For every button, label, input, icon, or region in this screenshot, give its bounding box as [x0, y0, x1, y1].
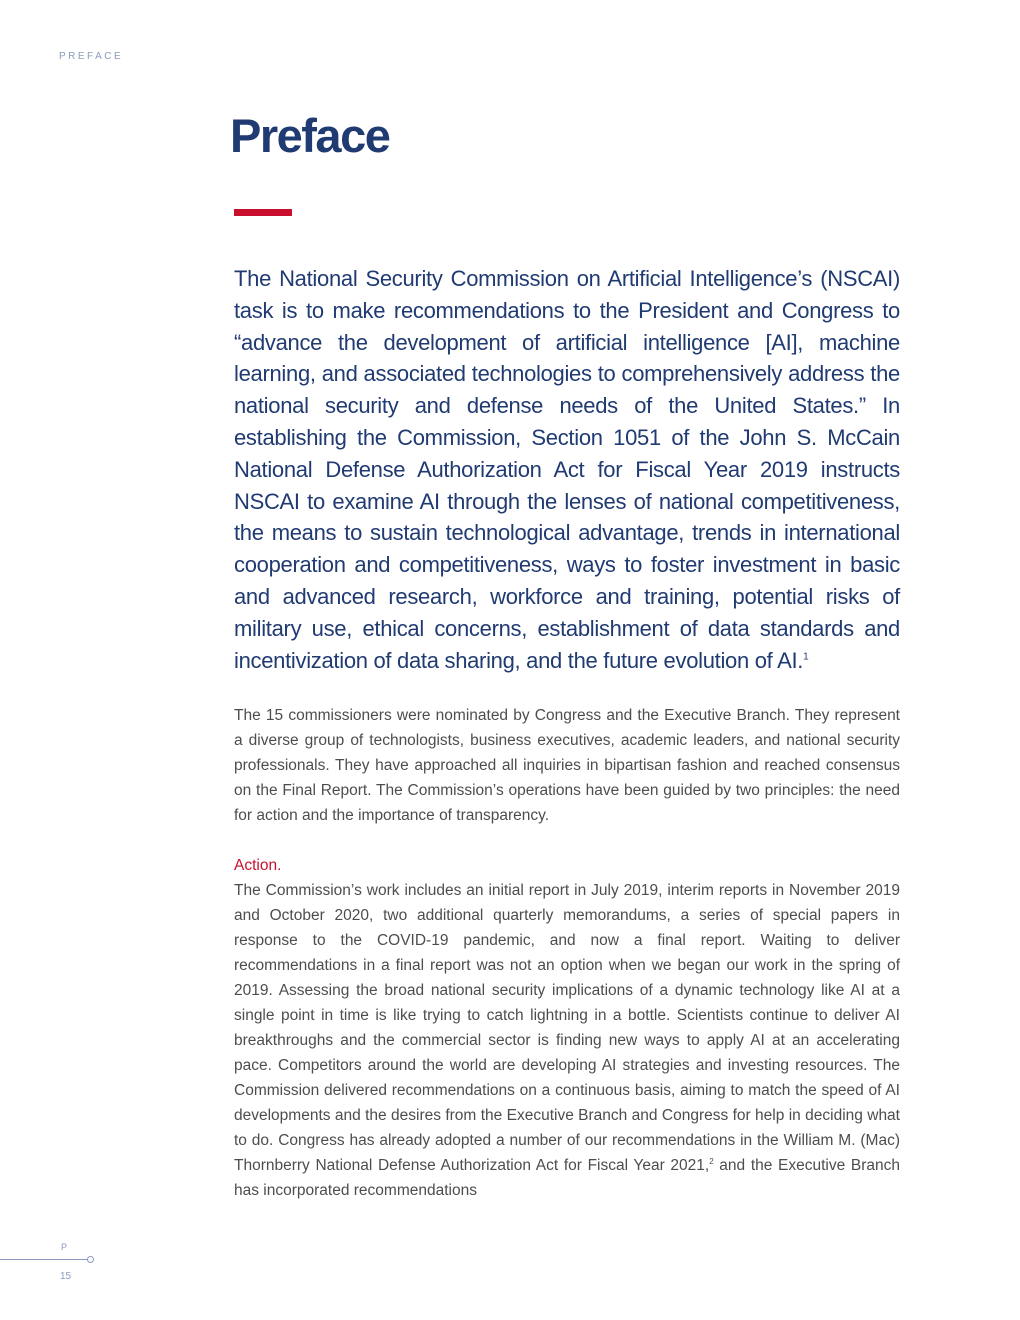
- commissioners-paragraph: The 15 commissioners were nominated by Congress and the Executive Branch. They represent a diverse group of technologists, business executives, academic leaders, and national security professionals. They have approached all inquiries in bipartisan fashion and reached consensus on the Final Report. The Commission’s operations have been guided by two principles: the need for action and the importance of transparency.: [234, 707, 900, 825]
- lead-paragraph: [234, 263, 900, 676]
- action-paragraph: [234, 878, 900, 1203]
- title-accent-rule: [234, 209, 292, 216]
- footer-letter: P: [61, 1242, 68, 1252]
- action-heading: Action.: [234, 857, 282, 875]
- footnote-marker-1[interactable]: 1: [803, 651, 809, 663]
- running-head: PREFACE: [59, 51, 124, 62]
- page-title: Preface: [230, 109, 390, 162]
- footer-rule: [0, 1259, 88, 1260]
- footnote-marker-2[interactable]: 2: [709, 1157, 714, 1167]
- action-text-continued: and the Executive Branch has incorporated recommendations: [234, 1157, 900, 1200]
- footer-circle-icon: [87, 1256, 94, 1263]
- main-content: [234, 263, 900, 1203]
- lead-text: The National Security Commission on Artificial Intelligence’s (NSCAI) task is to make recommendations to the President and Congress to “advance the development of artificial intelligence [AI], machine learning, and associated technologies to comprehensively address the national security and defense needs of the United States.” In establishing the Commission, Section 1051 of the John S. McCain National Defense Authorization Act for Fiscal Year 2019 instructs NSCAI to examine AI through the lenses of national competitiveness, the means to sustain technological advantage, trends in international cooperation and competitiveness, ways to foster investment in basic and advanced research, workforce and training, potential risks of military use, ethical concerns, establishment of data standards and incentivization of data sharing, and the future evolution of AI.: [234, 266, 900, 673]
- page-number: 15: [60, 1271, 72, 1282]
- action-text: The Commission’s work includes an initial report in July 2019, interim reports in November 2019 and October 2020, two additional quarterly memorandums, a series of special papers in response to the COVID-19 pandemic, and now a final report. Waiting to deliver recommendations in a final report was not an option when we began our work in the spring of 2019. Assessing the broad national security implications of a dynamic technology like AI at a single point in time is like trying to catch lightning in a bottle. Scientists continue to deliver AI breakthroughs and the commercial sector is finding new ways to apply AI at an accelerating pace. Competitors around the world are developing AI strategies and investing resources. The Commission delivered recommendations on a continuous basis, aiming to match the speed of AI developments and the desires from the Executive Branch and Congress for help in deciding what to do. Congress has already adopted a number of our recommendations in the William M. (Mac) Thornberry National Defense Authorization Act for Fiscal Year 2021,: [234, 882, 900, 1175]
